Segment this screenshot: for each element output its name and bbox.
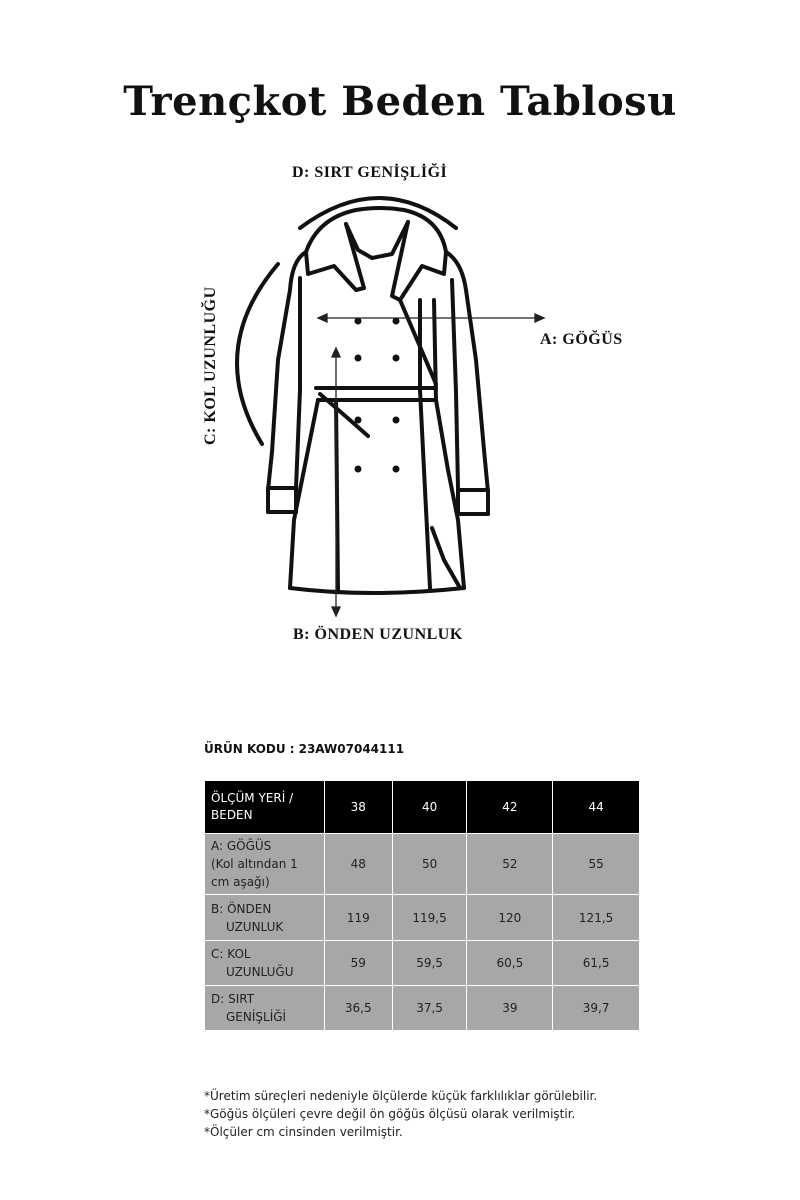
table-row: [205, 941, 640, 986]
table-cell: 39,7: [553, 986, 640, 1031]
row-label: C: KOL UZUNLUĞU: [205, 941, 325, 986]
footnotes: [204, 1087, 597, 1141]
product-code: [204, 742, 404, 756]
table-row: [205, 834, 640, 895]
label-front-length: B: ÖNDEN UZUNLUK: [293, 626, 463, 643]
right-body-inner: [434, 300, 436, 400]
row-label: D: SIRT GENİŞLİĞİ: [205, 986, 325, 1031]
table-cell: 48: [324, 834, 392, 895]
header-size: 40: [392, 781, 467, 834]
left-sleeve-inner: [296, 278, 300, 512]
product-code-value: 23AW07044111: [298, 742, 405, 756]
size-table: [204, 780, 640, 1031]
footnote: *Ölçüler cm cinsinden verilmiştir.: [204, 1125, 403, 1139]
header-size: 38: [324, 781, 392, 834]
header-size: 42: [467, 781, 553, 834]
row-label: B: ÖNDEN UZUNLUK: [205, 895, 325, 941]
collar: [306, 208, 446, 252]
front-opening: [420, 300, 430, 588]
row-label: A: GÖĞÜS (Kol altından 1 cm aşağı): [205, 834, 325, 895]
table-row: [205, 986, 640, 1031]
sleeve-length-arc: [237, 264, 278, 444]
table-cell: 121,5: [553, 895, 640, 941]
label-back-width: D: SIRT GENİŞLİĞİ: [292, 164, 448, 181]
hem: [290, 588, 464, 593]
label-sleeve-length: C: KOL UZUNLUĞU: [202, 286, 219, 445]
table-cell: 36,5: [324, 986, 392, 1031]
label-chest: A: GÖĞÜS: [540, 331, 623, 348]
right-cuff: [458, 490, 488, 514]
front-flap: [432, 528, 460, 588]
footnote: *Göğüs ölçüleri çevre değil ön göğüs ölçüsü olarak verilmiştir.: [204, 1107, 576, 1121]
table-cell: 37,5: [392, 986, 467, 1031]
product-code-label: ÜRÜN KODU :: [204, 742, 295, 756]
header-size: 44: [553, 781, 640, 834]
table-cell: 55: [553, 834, 640, 895]
table-cell: 119: [324, 895, 392, 941]
right-sleeve-inner: [452, 280, 458, 514]
header-measurement: ÖLÇÜM YERİ / BEDEN: [205, 781, 325, 834]
table-cell: 39: [467, 986, 553, 1031]
table-cell: 59,5: [392, 941, 467, 986]
table-cell: 50: [392, 834, 467, 895]
table-cell: 52: [467, 834, 553, 895]
table-cell: 59: [324, 941, 392, 986]
left-cuff: [268, 488, 296, 512]
page-title: Trençkot Beden Tablosu: [123, 78, 677, 125]
footnote: *Üretim süreçleri nedeniyle ölçülerde küçük farklılıklar görülebilir.: [204, 1089, 598, 1103]
table-cell: 120: [467, 895, 553, 941]
table-row: [205, 895, 640, 941]
size-table-header: [205, 781, 640, 834]
table-cell: 60,5: [467, 941, 553, 986]
table-cell: 119,5: [392, 895, 467, 941]
table-cell: 61,5: [553, 941, 640, 986]
